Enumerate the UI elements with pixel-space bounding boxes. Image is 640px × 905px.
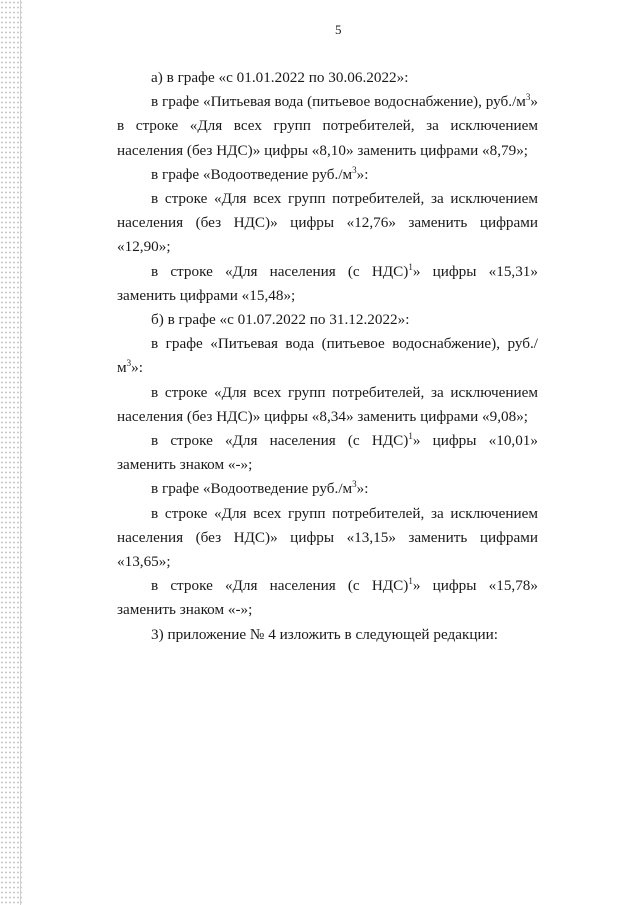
- text: » цифры «15,78» заменить знаком «-»;: [117, 577, 538, 619]
- text: » цифры «10,01» заменить знаком «-»;: [117, 432, 538, 474]
- superscript: 3: [126, 358, 132, 369]
- paragraph-b-heading: б) в графе «с 01.07.2022 по 31.12.2022»:: [151, 311, 410, 329]
- paragraph-b-sewage-population: [117, 574, 538, 622]
- scan-edge-line: [20, 0, 21, 905]
- paragraph-b-water-population: [117, 429, 538, 477]
- page-number: 5: [335, 22, 342, 37]
- paragraph-b-sewage-heading: [117, 477, 538, 501]
- superscript: 3: [352, 479, 357, 490]
- text: » цифры «15,31» заменить цифрами «15,48»;: [117, 262, 538, 304]
- superscript: 1: [408, 261, 413, 272]
- document-body: [117, 66, 538, 647]
- paragraph-b-water-all: в строке «Для всех групп потребителей, за исключением населения (без НДС)» цифры «8,34» заменить цифрами «9,08»;: [117, 383, 538, 425]
- text: в строке «Для населения (с НДС): [151, 577, 409, 595]
- paragraph-b-water-heading: [117, 332, 538, 380]
- text: »:: [131, 359, 143, 377]
- superscript: 3: [352, 164, 357, 175]
- paragraph-a-sewage-all: в строке «Для всех групп потребителей, за исключением населения (без НДС)» цифры «12,76» заменить цифрами «12,90»;: [117, 190, 538, 256]
- text: в графе «Водоотведение руб./м: [151, 480, 353, 498]
- paragraph-b-sewage-all: в строке «Для всех групп потребителей, за исключением населения (без НДС)» цифры «13,15» заменить цифрами «13,65»;: [117, 504, 538, 571]
- text: в графе «Питьевая вода (питьевое водоснабжение), руб./м: [117, 335, 538, 377]
- text: »:: [356, 165, 369, 183]
- scan-edge-noise: [0, 0, 22, 905]
- text: » в строке «Для всех групп потребителей, за исключением населения (без НДС)» цифры «8,10» заменить цифрами «8,79»;: [117, 93, 538, 159]
- text: в графе «Водоотведение руб./м: [151, 165, 353, 183]
- text: в строке «Для населения (с НДС): [151, 262, 409, 280]
- text: »:: [356, 480, 369, 498]
- text: в строке «Для населения (с НДС): [151, 432, 409, 450]
- superscript: 1: [408, 430, 413, 441]
- paragraph-a-heading: а) в графе «с 01.01.2022 по 30.06.2022»:: [151, 69, 409, 86]
- superscript: 3: [525, 92, 531, 103]
- superscript: 1: [408, 576, 413, 587]
- paragraph-a-sewage-population: [117, 260, 538, 308]
- text: в графе «Питьевая вода (питьевое водоснабжение), руб./м: [151, 93, 526, 111]
- paragraph-a-sewage-heading: [117, 163, 538, 187]
- paragraph-a-water: [117, 90, 538, 163]
- paragraph-3: 3) приложение № 4 изложить в следующей редакции:: [151, 625, 498, 643]
